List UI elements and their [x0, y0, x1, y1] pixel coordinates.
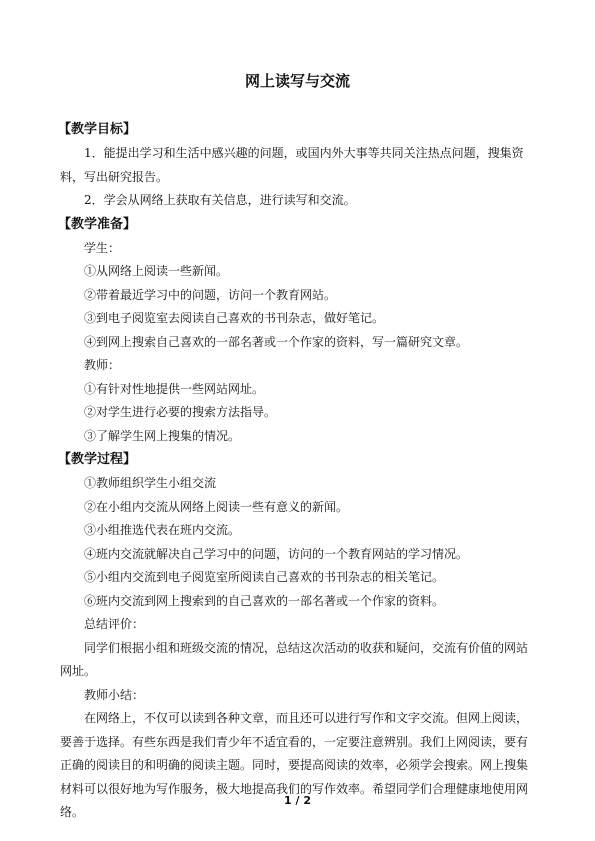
section-heading-process: 【教学过程】 [58, 452, 137, 467]
student-item: ②带着最近学习中的问题，访问一个教育网站。 [84, 287, 337, 302]
evaluation-text: 同学们根据小组和班级交流的情况，总结这次活动的收获和疑问，交流有价值的网站网址。 [60, 640, 529, 678]
teacher-item: ②对学生进行必要的搜索方法指导。 [84, 405, 277, 419]
student-item: ③到电子阅览室去阅读自己喜欢的书刊杂志，做好笔记。 [84, 311, 385, 325]
process-item: ⑥班内交流到网上搜索到的自己喜欢的一部名著或一个作家的资料。 [84, 593, 445, 608]
goal-item: 1．能提出学习和生活中感兴趣的问题，或国内外大事等共同关注热点问题，搜集资料，写出研究报告。 [60, 146, 524, 184]
process-item: ②在小组内交流从网络上阅读一些有意义的新闻。 [84, 499, 349, 514]
process-item: ④班内交流就解决自己学习中的问题，访问的一个教育网站的学习情况。 [84, 546, 469, 561]
evaluation-label: 总结评价： [84, 617, 145, 631]
teacher-label: 教师： [84, 358, 121, 372]
student-item: ④到网上搜索自己喜欢的一部名著或一个作家的资料，写一篇研究文章。 [84, 334, 469, 349]
page-number: 1 / 2 [284, 794, 311, 807]
page-title: 网上读写与交流 [244, 72, 350, 90]
document-body [60, 118, 536, 825]
summary-text: 在网络上，不仅可以读到各种文章，而且还可以进行写作和文字交流。但网上阅读，要善于选择。有些东西是我们青少年不适宜看的，一定要注意辨别。我们上网阅读，要有正确的阅读目的和明确的阅读主题。同时，要提高阅读的效率，必须学会搜索。网上搜集材料可以很好地为写作服务，极大地提高我们的写作效率。希望同学们合理健康地使用网络。 [60, 711, 529, 819]
section-heading-prep: 【教学准备】 [58, 216, 137, 232]
teacher-item: ③了解学生网上搜集的情况。 [84, 428, 241, 443]
goal-item: 2．学会从网络上获取有关信息，进行读写和交流。 [84, 193, 356, 207]
section-heading-goals: 【教学目标】 [58, 122, 137, 137]
teacher-item: ①有针对性地提供一些网站网址。 [84, 381, 265, 396]
process-item: ①教师组织学生小组交流 [84, 476, 217, 490]
student-label: 学生： [84, 240, 121, 255]
process-item: ③小组推选代表在班内交流。 [84, 523, 241, 537]
summary-label: 教师小结： [84, 687, 145, 702]
process-item: ⑤小组内交流到电子阅览室所阅读自己喜欢的书刊杂志的相关笔记。 [84, 570, 445, 584]
student-item: ①从网络上阅读一些新闻。 [84, 264, 229, 278]
